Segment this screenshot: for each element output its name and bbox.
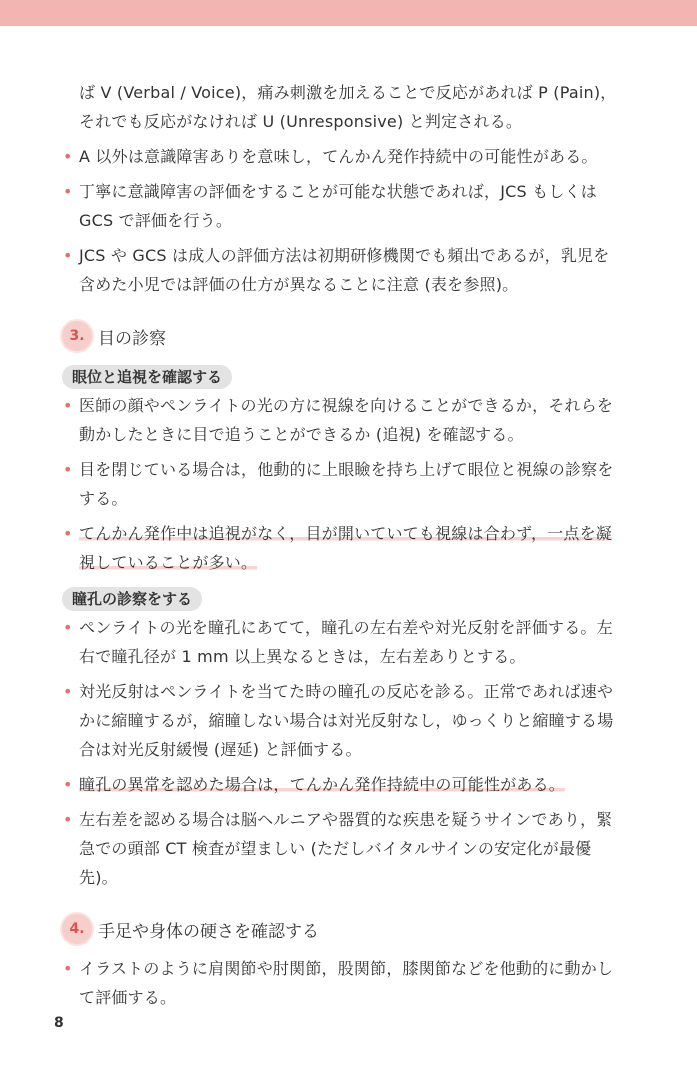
bullet-item: • ペンライトの光を瞳孔にあてて，瞳孔の左右差や対光反射を評価する。左右で瞳孔径が 1 mm 以上異なるときは，左右差ありとする。 xyxy=(62,613,622,671)
intro-line-2: それでも反応がなければ U (Unresponsive) と判定される。 xyxy=(79,112,523,131)
bullet-item: • 丁寧に意識障害の評価をすることが可能な状態であれば，JCS もしくは GCS で評価を行う。 xyxy=(62,177,622,235)
section-number-badge: 4. xyxy=(62,914,92,944)
section-title: 手足や身体の硬さを確認する xyxy=(98,921,319,942)
intro-paragraph xyxy=(62,78,622,136)
top-color-band xyxy=(0,0,697,26)
bullet-item: • 左右差を認める場合は脳ヘルニアや器質的な疾患を疑うサインであり，緊急での頭部 CT 検査が望ましい (ただしバイタルサインの安定化が最優先)。 xyxy=(62,805,622,892)
highlighted-text: 瞳孔の異常を認めた場合は，てんかん発作持続中の可能性がある。 xyxy=(79,775,566,794)
bullet-item-highlighted xyxy=(62,770,622,799)
bullet-item: • 医師の顔やペンライトの光の方に視線を向けることができるか，それらを動かしたときに目で追うことができるか (追視) を確認する。 xyxy=(62,391,622,449)
bullet-item: • 目を閉じている場合は，他動的に上眼瞼を持ち上げて眼位と視線の診察をする。 xyxy=(62,455,622,513)
intro-line-1: ば V (Verbal / Voice)，痛み刺激を加えることで反応があれば P (Pain)， xyxy=(79,83,617,102)
subheading-pupil-exam: 瞳孔の診察をする xyxy=(62,587,202,611)
bullet-item: • JCS や GCS は成人の評価方法は初期研修機関でも頻出であるが，乳児を含めた小児では評価の仕方が異なることに注意 (表を参照)。 xyxy=(62,241,622,299)
section-heading-3 xyxy=(62,321,622,351)
page-number: 8 xyxy=(54,1015,64,1031)
section-number-badge: 3. xyxy=(62,321,92,351)
bullet-item: • イラストのように肩関節や肘関節，股関節，膝関節などを他動的に動かして評価する。 xyxy=(62,954,622,1012)
subheading-eye-position: 眼位と追視を確認する xyxy=(62,365,232,389)
section-heading-4 xyxy=(62,914,622,944)
bullet-item: • 対光反射はペンライトを当てた時の瞳孔の反応を診る。正常であれば速やかに縮瞳するが，縮瞳しない場合は対光反射なし，ゆっくりと縮瞳する場合は対光反射緩慢 (遅延) と評価する。 xyxy=(62,677,622,764)
section-title: 目の診察 xyxy=(98,328,166,349)
page-content xyxy=(62,78,622,1018)
bullet-item-highlighted xyxy=(62,519,622,577)
bullet-item: • A 以外は意識障害ありを意味し，てんかん発作持続中の可能性がある。 xyxy=(62,142,622,171)
highlighted-text: てんかん発作中は追視がなく，目が開いていても視線は合わず，一点を凝視していることが多い。 xyxy=(79,524,613,572)
